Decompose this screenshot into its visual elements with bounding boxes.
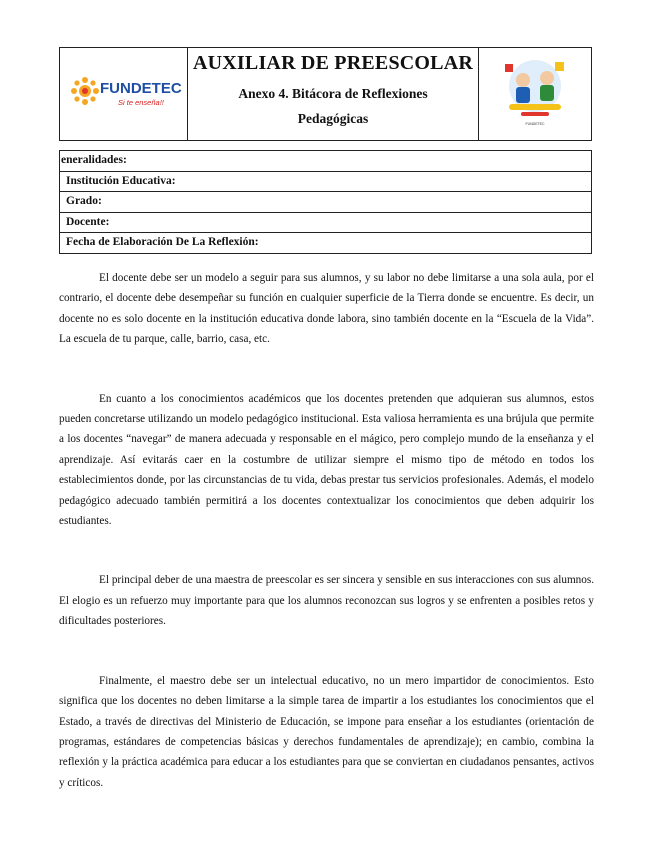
paragraph-4: Finalmente, el maestro debe ser un intelectual educativo, no un mero impartidor de conocimientos. Esto significa que los docentes no deben limitarse a la simple tarea de impartir a los estudiantes los conocimientos que el Estado, a través de directivas del Ministerio de Educación, se impone para enseñar a los estudiantes (orientación de programas, estándares de competencias básicas y derechos fundamentales de aprendizaje); en cambio, combina la reflexión y la práctica académica para educar a los estudiantes para que se conviertan en ciudadanos pensantes, activos y críticos.: [59, 674, 594, 789]
paragraph-1: El docente debe ser un modelo a seguir para sus alumnos, y su labor no debe limitarse a una sola aula, por el contrario, el docente debe desempeñar su función en cualquier superficie de la Tierra donde se encuentre. Es decir, un docente no es solo docente en la institución educativa donde labora, sino también docente en la “Escuela de la Vida”. La escuela de tu parque, calle, barrio, casa, etc.: [59, 272, 594, 346]
info-cell-fecha: Fecha de Elaboración De La Reflexión:: [60, 233, 592, 254]
table-row: [60, 212, 592, 233]
table-row: [60, 233, 592, 254]
table-row: [60, 192, 592, 213]
table-row: [60, 171, 592, 192]
info-cell-generalidades: eneralidades:: [60, 151, 592, 172]
right-logo-cell: [479, 48, 591, 140]
sun-icon: [70, 76, 100, 106]
logo-name: FUNDETEC: [100, 80, 182, 97]
document-title: AUXILIAR DE PREESCOLAR: [193, 52, 473, 74]
logo-tagline: Si te enseña!!: [118, 98, 164, 107]
left-logo-cell: [60, 48, 188, 140]
fundetec-logo: [70, 74, 180, 116]
logo-caption: FUNDETEC: [525, 122, 545, 126]
title-cell: [188, 48, 479, 140]
general-info-table: [59, 150, 592, 254]
children-illustration-icon: [491, 56, 579, 122]
paragraph-2: En cuanto a los conocimientos académicos que los docentes pretenden que adquieran sus alumnos, estos pueden concretarse utilizando un modelo pedagógico institucional. Esta valiosa herramienta es una brújula que permite a los docentes “navegar” de manera adecuada y responsable en el mágico, pero complejo mundo de la enseñanza y el aprendizaje. Así evitarás caer en la costumbre de utilizar siempre el mismo tipo de método en todos los establecimientos donde, por las circunstancias de tu vida, debas prestar tus servicios profesionales. Además, el modelo pedagógico adecuado también permitirá a los docentes contextualizar los conocimientos que deben adquirir los estudiantes.: [59, 392, 594, 528]
preschool-logo: [491, 56, 579, 134]
info-cell-docente: Docente:: [60, 212, 592, 233]
document-subtitle: [188, 81, 478, 131]
info-cell-grado: Grado:: [60, 192, 592, 213]
subtitle-line-2: Pedagógicas: [297, 111, 369, 126]
paragraph-3: El principal deber de una maestra de preescolar es ser sincera y sensible en sus interacciones con sus alumnos. El elogio es un refuerzo muy importante para que los alumnos reconozcan sus logros y se enfrenten a posibles retos y dificultades posteriores.: [59, 574, 594, 628]
subtitle-line-1: Anexo 4. Bitácora de Reflexiones: [238, 86, 428, 101]
table-row: [60, 151, 592, 172]
document-body: [59, 268, 594, 832]
info-cell-institucion: Institución Educativa:: [60, 171, 592, 192]
document-header: [59, 47, 592, 141]
